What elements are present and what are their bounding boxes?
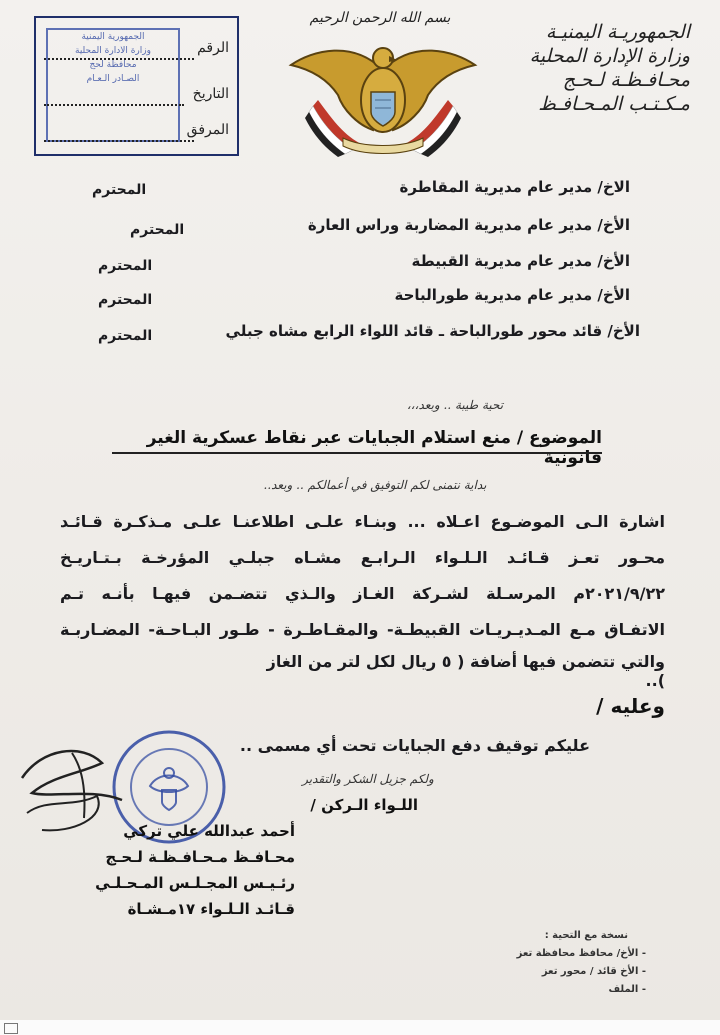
signatory-title-2: رئـيـس المجـلـس المـحـلـي xyxy=(95,874,295,892)
copy-1: - الأخ/ محافظ محافظة تعز xyxy=(516,948,646,959)
addressee-5-honorific: المحترم xyxy=(98,328,153,344)
body-line-2: محـور تعـز قـائـد الـلـواء الـرابـع مشـاه جبلـي المؤرخـة بـتـاريـخ xyxy=(60,548,665,567)
addressee-1-honorific: المحترم xyxy=(92,182,147,198)
body-line-1: اشارة الـى الموضـوع اعـلاه ... وبنـاء علـى اطلاعنـا علـى مـذكـرة قـائـد xyxy=(60,512,665,531)
copies-header: نسخة مع التحية : xyxy=(544,930,628,941)
letterhead-line-3: محـافـظـة لـحـج xyxy=(562,69,690,91)
subject-text: منع استلام الجبايات عبر نقاط عسكرية الغير قانونية xyxy=(146,428,602,468)
body-line-3: ٢٠٢١/٩/٢٢م المرسـلة لشـركة الغـاز والـذي تتضـمن فيهـا بأنـه تـم xyxy=(60,584,665,603)
letterhead-line-1: الجمهوريـة اليمنيـة xyxy=(545,21,690,43)
subject-underline xyxy=(112,452,602,454)
addressee-3-honorific: المحترم xyxy=(98,258,153,274)
rank-label: اللـواء الـركن / xyxy=(310,796,418,814)
addressee-4: الأخ/ مدير عام مديرية طورالباحة xyxy=(394,286,630,304)
instruction: عليكم توقيف دفع الجبايات تحت أي مسمى .. xyxy=(239,736,590,755)
addressee-4-honorific: المحترم xyxy=(98,292,153,308)
attachments-line xyxy=(44,140,194,142)
stamp-line-4: الصـادر الـعـام xyxy=(86,74,140,84)
image-footer-strip xyxy=(0,1020,720,1035)
copy-2: - الأخ قائد / محور تعز xyxy=(541,966,646,977)
body-line-5: والتي تتضمن فيها أضافة ( ٥ ريال لكل لتر من الغاز ).. xyxy=(266,652,665,690)
date-line xyxy=(44,104,184,106)
addressee-2-honorific: المحترم xyxy=(130,222,185,238)
opening-wish: بداية نتمنى لكم التوفيق في أعمالكم .. وبعد.. xyxy=(263,478,487,492)
basmala: بسم الله الرحمن الرحيم xyxy=(309,10,451,26)
subject xyxy=(102,428,602,468)
number-label: الرقم xyxy=(197,40,229,56)
addressee-1: الاخ/ مدير عام مديرية المقاطرة xyxy=(399,178,630,196)
stamp-line-3: محافظة لحج xyxy=(89,60,137,70)
thanks-note: ولكم جزيل الشكر والتقدير xyxy=(302,772,434,786)
letterhead-line-2: وزارة الإدارة المحلية xyxy=(529,45,690,67)
signatory-title-3: قـائـد الـلـواء ١٧مـشـاة xyxy=(127,900,295,918)
letterhead-right xyxy=(460,20,690,116)
reference-box xyxy=(34,16,239,156)
greeting: تحية طيبة .. وبعد،،، xyxy=(406,398,504,412)
attachments-label: المرفق xyxy=(186,122,229,138)
addressee-2: الأخ/ مدير عام مديرية المضاربة وراس العارة xyxy=(307,216,630,234)
yemen-emblem-icon xyxy=(283,30,483,165)
addressee-5: الأخ/ قائد محور طورالباحة ـ قائد اللواء الرابع مشاه جبلي xyxy=(225,322,640,340)
number-line xyxy=(44,58,194,60)
copy-3: - الملف xyxy=(608,984,646,995)
stamp-line-2: وزارة الادارة المحلية xyxy=(75,46,151,56)
incoming-stamp xyxy=(46,28,180,142)
body-line-4: الاتفـاق مـع المـديـريـات القبيطـة- والمقـاطـرة - طـور البـاحـة- المضـاربـة xyxy=(60,620,665,639)
letterhead-line-4: مـكـتـب المـحـافـظ xyxy=(538,93,690,115)
addressee-3: الأخ/ مدير عام مديرية القبيطة xyxy=(411,252,630,270)
subject-label: الموضوع / xyxy=(516,428,602,448)
therefore-label: وعليه / xyxy=(596,694,665,718)
signatory-title-1: محـافـظ مـحـافـظـة لـحـج xyxy=(105,848,295,866)
date-label: التاريخ xyxy=(192,86,229,102)
camera-icon xyxy=(4,1023,18,1034)
signatory-name: أحمد عبدالله علي تركي xyxy=(123,822,295,840)
stamp-line-1: الجمهورية اليمنية xyxy=(81,32,145,42)
